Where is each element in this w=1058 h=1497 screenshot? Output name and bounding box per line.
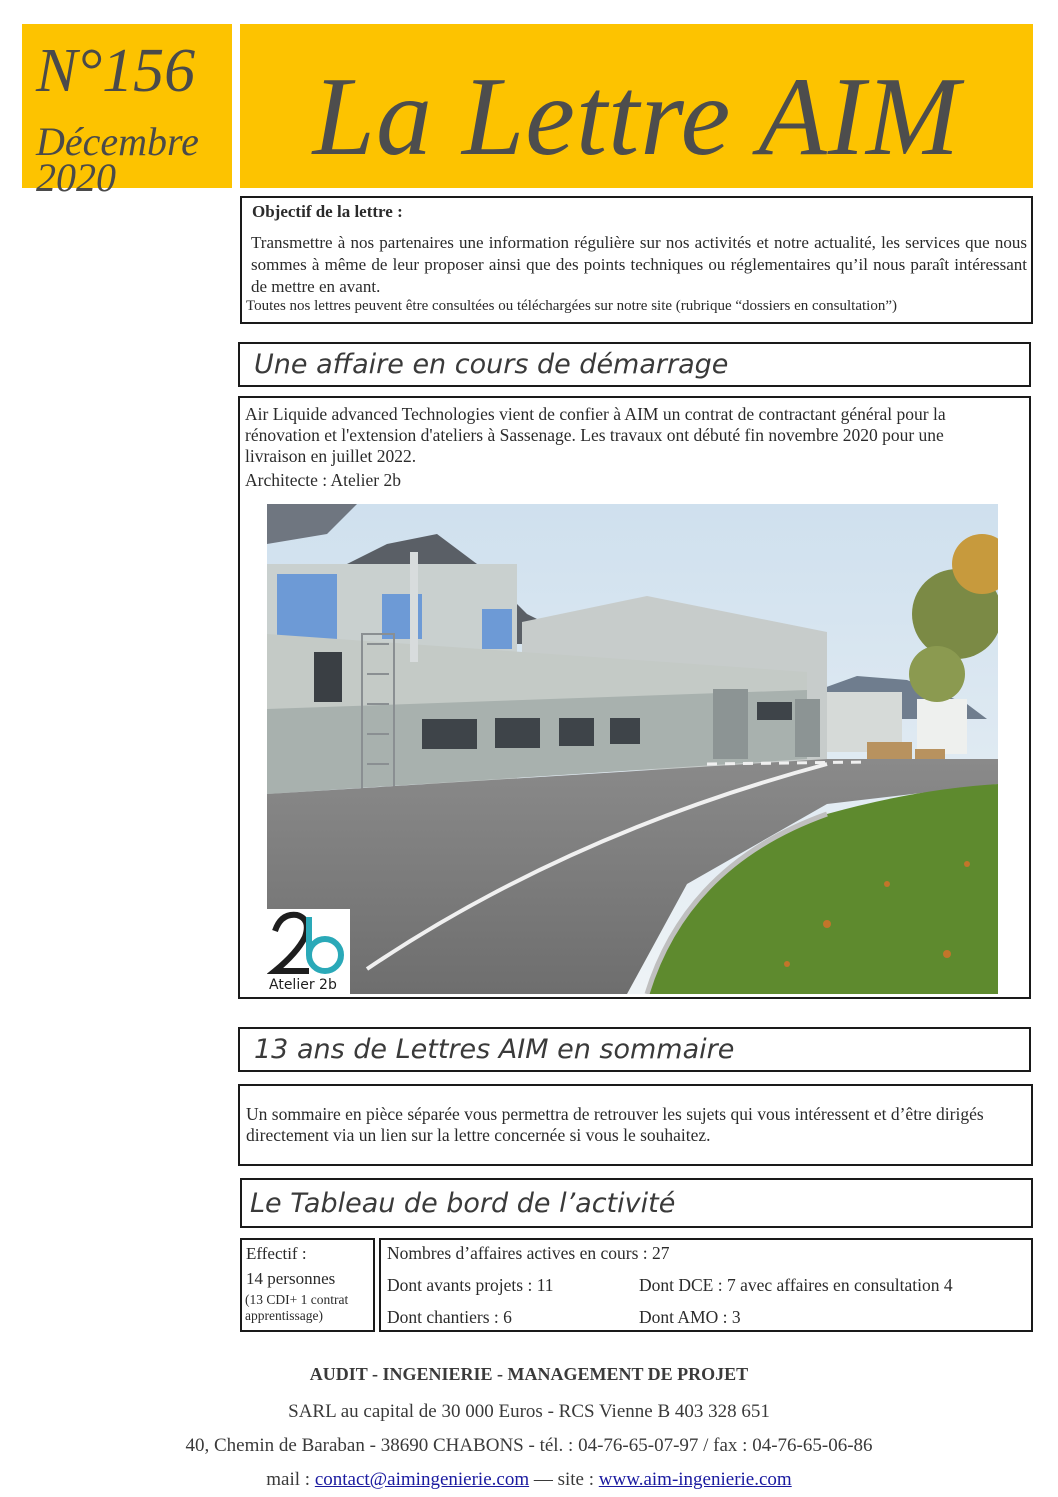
affaire-paragraph: Air Liquide advanced Technologies vient de confier à AIM un contrat de contractant général pour la rénovation et l'extension d'ateliers à Sassenage. Les travaux ont débuté fin novembre 2020 pour une livraison en juillet 2022. [245,404,946,466]
issue-year: 2020 [36,155,116,200]
issue-month: Décembre [36,119,199,164]
staff-detail: (13 CDI+ 1 contrat apprentissage) [245,1292,349,1323]
section-heading-tableau [240,1178,1033,1228]
atelier-2b-logo [267,909,350,994]
footer-address: 40, Chemin de Baraban - 38690 CHABONS - tél. : 04-76-65-07-97 / fax : 04-76-65-06-86 [185,1435,873,1456]
site-link[interactable]: www.aim-ingenierie.com [598,1469,792,1490]
section-title: Le Tableau de bord de l’activité [250,1187,676,1219]
objective-note: Toutes nos lettres peuvent être consultées ou téléchargées sur notre site (rubrique “dossiers en consultation”) [246,298,897,314]
sommaire-paragraph: Un sommaire en pièce séparée vous permettra de retrouver les sujets qui vous intéressent et d’être dirigés directement via un lien sur la lettre concernée si vous le souhaitez. [246,1104,984,1145]
page-title: La Lettre AIM [312,55,961,179]
section-title: 13 ans de Lettres AIM en sommaire [254,1034,735,1065]
amo-count: Dont AMO : 3 [639,1307,741,1327]
activity-box [379,1238,1033,1332]
mail-label: mail : [266,1469,311,1490]
sites-count: Dont chantiers : 6 [387,1307,512,1327]
dce-count: Dont DCE : 7 avec affaires en consultation 4 [639,1275,953,1295]
pre-projects: Dont avants projets : 11 [387,1275,554,1295]
building-photo [267,504,998,994]
logo-text: Atelier 2b [269,977,337,993]
mail-link[interactable]: contact@aimingenierie.com [314,1469,530,1490]
active-projects: Nombres d’affaires actives en cours : 27 [387,1243,670,1263]
staff-box [240,1238,375,1332]
footer-tagline: AUDIT - INGENIERIE - MANAGEMENT DE PROJET [309,1364,749,1384]
sommaire-box [238,1084,1033,1166]
staff-count: 14 personnes [246,1269,336,1288]
staff-label: Effectif : [246,1244,307,1263]
title-banner [240,24,1033,188]
objective-box [240,196,1033,324]
issue-number: N°156 [36,37,196,105]
objective-label: Objectif de la lettre : [252,202,403,221]
section-heading-sommaire [238,1027,1031,1072]
site-separator: — site : [533,1469,595,1490]
footer-contact [0,1469,1058,1491]
section-heading-affaire [238,342,1031,387]
section-title: Une affaire en cours de démarrage [254,349,729,380]
architect-line: Architecte : Atelier 2b [245,470,401,490]
objective-text: Transmettre à nos partenaires une information régulière sur nos activités et notre actualité, les services que nous sommes à même de leur proposer ainsi que des points techniques ou réglementaires qu’il nous paraît intéressant de mettre en avant. [251,233,1027,296]
footer-company: SARL au capital de 30 000 Euros - RCS Vienne B 403 328 651 [288,1401,770,1422]
issue-box [22,24,232,200]
